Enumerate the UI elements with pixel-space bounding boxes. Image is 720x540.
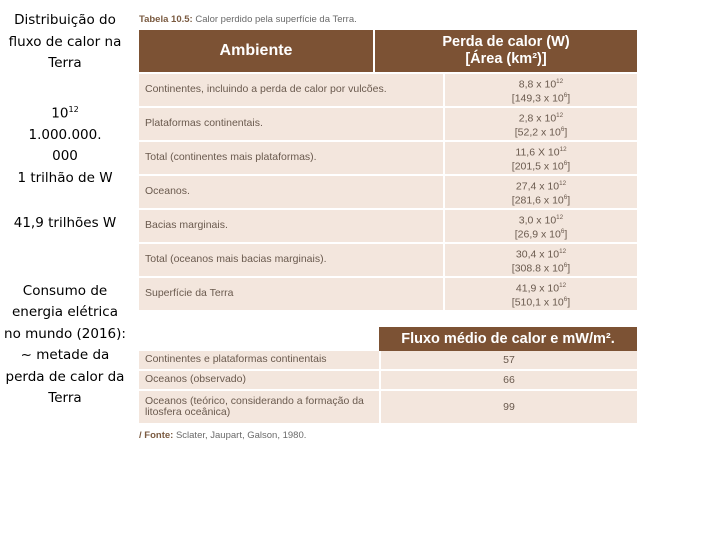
row-label: Plataformas continentais. — [139, 108, 443, 140]
row-label: Bacias marginais. — [139, 210, 443, 242]
table-row — [139, 176, 637, 208]
table-row — [139, 278, 637, 310]
table-row — [139, 108, 637, 140]
power-of-ten: $10^{12}$ — [51, 103, 79, 121]
flux-row — [139, 371, 637, 389]
flux-label: Oceanos (teórico, considerando a formação da litosfera oceânica) — [139, 391, 379, 423]
table-row — [139, 244, 637, 276]
row-label: Total (oceanos mais bacias marginais). — [139, 244, 443, 276]
table-source: / Fonte: Sclater, Jaupart, Galson, 1980. — [139, 430, 307, 441]
table-caption: Tabela 10.5: Calor perdido pela superfície da Terra. — [139, 14, 357, 25]
flux-header: Fluxo médio de calor e mW/m². — [379, 327, 637, 351]
header-heat-loss: Perda de calor (W) [Área (km²)] — [375, 30, 637, 72]
row-value: 27,4 x $10^{12}$ [281,6 x $10^6$] — [443, 176, 637, 208]
consumption-note: Consumo de energia elétrica no mundo (2016): ~ metade da perda de calor da Terra — [4, 282, 126, 406]
flux-value: 57 — [379, 351, 637, 369]
left-notes — [4, 10, 126, 410]
trillion-note: 1 trilhão de W — [17, 169, 113, 186]
total-note: 41,9 trilhões W — [13, 215, 117, 231]
flux-label: Oceanos (observado) — [139, 371, 379, 389]
flux-table — [139, 349, 637, 425]
heat-flow-title: Distribuição do fluxo de calor na Terra — [8, 12, 122, 71]
table-header — [139, 30, 637, 72]
row-value: 11,6 X $10^{12}$ [201,5 x $10^6$] — [443, 142, 637, 174]
flux-row — [139, 391, 637, 423]
row-label: Oceanos. — [139, 176, 443, 208]
flux-value: 66 — [379, 371, 637, 389]
row-value: 30,4 x $10^{12}$ [308.8 x $10^6$] — [443, 244, 637, 276]
row-label: Total (continentes mais plataformas). — [139, 142, 443, 174]
header-ambiente: Ambiente — [139, 30, 373, 72]
row-label: Continentes, incluindo a perda de calor por vulcões. — [139, 74, 443, 106]
flux-label: Continentes e plataformas continentais — [139, 351, 379, 369]
table-row — [139, 74, 637, 106]
flux-value: 99 — [379, 391, 637, 423]
heat-loss-table — [139, 72, 637, 312]
row-value: 8,8 x $10^{12}$ [149,3 x $10^6$] — [443, 74, 637, 106]
table-row — [139, 210, 637, 242]
digits-line-b: 000 — [52, 148, 78, 164]
flux-row — [139, 351, 637, 369]
row-value: 3,0 x $10^{12}$ [26,9 x $10^6$] — [443, 210, 637, 242]
table-row — [139, 142, 637, 174]
digits-line-a: 1.000.000. — [28, 126, 102, 143]
row-value: 41,9 x $10^{12}$ [510,1 x $10^6$] — [443, 278, 637, 310]
row-value: 2,8 x $10^{12}$ [52,2 x $10^6$] — [443, 108, 637, 140]
row-label: Superfície da Terra — [139, 278, 443, 310]
